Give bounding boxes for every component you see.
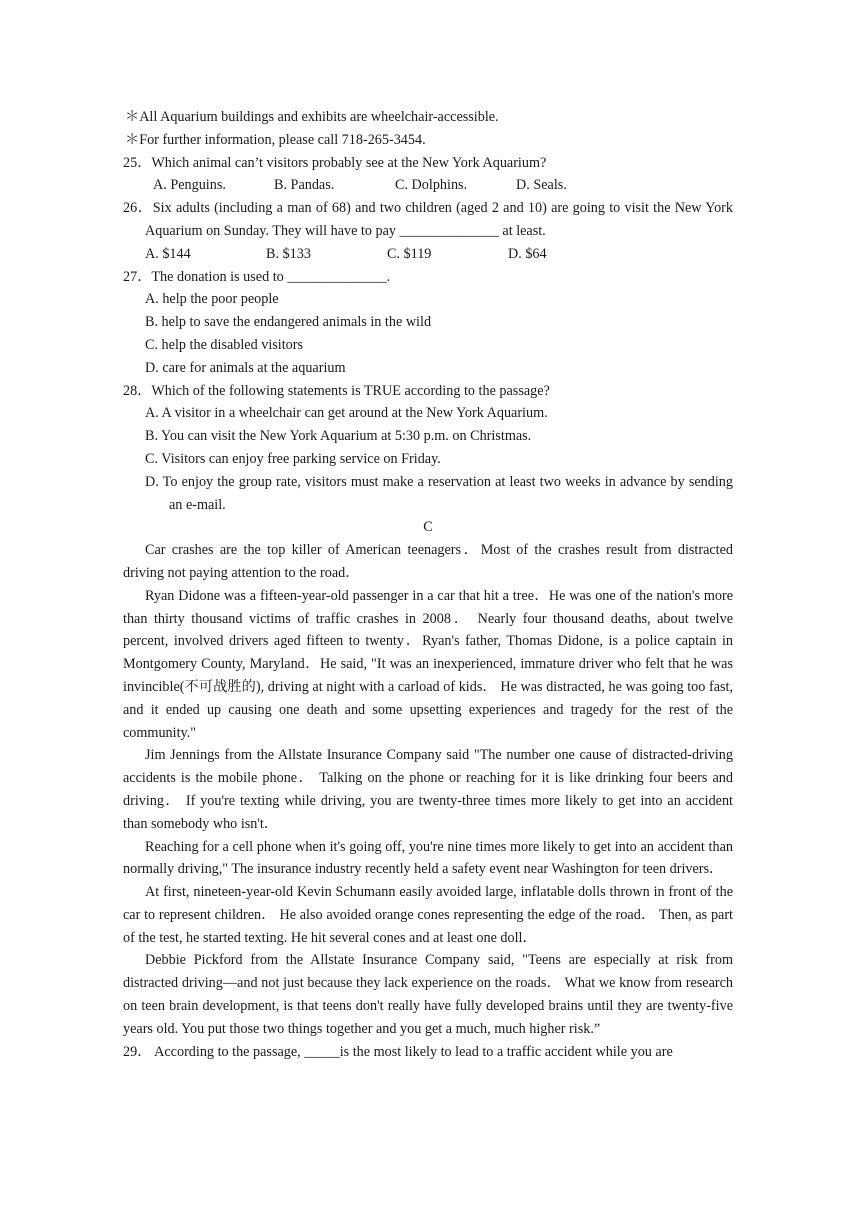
option-c: C. help the disabled visitors (145, 336, 304, 353)
options-row (123, 174, 733, 197)
question-25 (123, 152, 733, 198)
option-c: C. Dolphins. (395, 177, 468, 194)
paragraph-6: Debbie Pickford from the Allstate Insurance Company said, "Teens are especially at risk from distracted driving—and not just because they lack experience on the roads． What we know from research on teen brain development, is that teens don't really have fully developed brains until they are twenty-five years old. You put those two things together and you get a much, much higher risk.” (123, 952, 733, 1037)
document-page (123, 106, 733, 1063)
option-a: A. help the poor people (145, 291, 279, 308)
option-c: C. $119 (387, 245, 432, 262)
option-c: C. Visitors can enjoy free parking service on Friday. (145, 450, 441, 467)
option-a: A. Penguins. (153, 177, 226, 194)
question-stem: 25．Which animal can’t visitors probably see at the New York Aquarium? (123, 154, 547, 171)
note-wheelchair: ＊All Aquarium buildings and exhibits are wheelchair-accessible. (125, 109, 499, 125)
option-b: B. help to save the endangered animals in the wild (145, 314, 432, 331)
question-stem: 27．The donation is used to ______________. (123, 268, 391, 285)
paragraph-3: Jim Jennings from the Allstate Insurance Company said "The number one cause of distracted-driving accidents is the mobile phone． Talking on the phone or reaching for it is like drinking four beers and driving． If you're texting while driving, you are twenty-three times more likely to get into an accident than somebody who isn't． (123, 747, 733, 832)
question-stem: 29． According to the passage, _____is the most likely to lead to a traffic accident while you are (123, 1043, 673, 1060)
question-stem: 26．Six adults (including a man of 68) and two children (aged 2 and 10) are going to visit the New York Aquarium on Sunday. They will have to pay ______________ at least. (123, 200, 733, 239)
note-phone: ＊For further information, please call 718-265-3454. (125, 131, 426, 148)
option-d: D. Seals. (516, 177, 567, 194)
paragraph-2: Ryan Didone was a fifteen-year-old passenger in a car that hit a tree．He was one of the nation's more than thirty thousand victims of traffic crashes in 2008． Nearly four thousand deaths, about twelve percent, involved drivers aged fifteen to twenty．Ryan's father, Thomas Didone, is a police captain in Montgomery County, Maryland．He said, "It was an inexperienced, immature driver who felt that he was invincible(不可战胜的), driving at night with a carload of kids． He was distracted, he was going too fast, and it ended up causing one death and some upsetting experiences and tragedy for the rest of the community." (123, 587, 733, 741)
option-b: B. Pandas. (274, 177, 335, 194)
option-a: A. A visitor in a wheelchair can get around at the New York Aquarium. (145, 405, 548, 422)
option-d: D. $64 (508, 245, 547, 262)
paragraph-1: Car crashes are the top killer of American teenagers．Most of the crashes result from distracted driving not paying attention to the road． (123, 542, 733, 581)
question-28 (123, 380, 733, 517)
paragraph-4: Reaching for a cell phone when it's going off, you're nine times more likely to get into an accident than normally driving," The insurance industry recently held a safety event near Washington for teen drivers． (123, 838, 733, 878)
question-stem: 28．Which of the following statements is TRUE according to the passage? (123, 382, 550, 399)
question-27 (123, 266, 733, 380)
option-d: D. care for animals at the aquarium (145, 359, 346, 376)
paragraph-5: At first, nineteen-year-old Kevin Schumann easily avoided large, inflatable dolls thrown in front of the car to represent children． He also avoided orange cones representing the edge of the road． Then, as part of the test, he started texting. He hit several cones and at least one doll． (123, 884, 733, 946)
option-b: B. $133 (266, 245, 311, 262)
question-29 (123, 1041, 733, 1064)
option-b: B. You can visit the New York Aquarium at 5:30 p.m. on Christmas. (145, 428, 532, 445)
section-label: C (423, 519, 433, 536)
option-d: D. To enjoy the group rate, visitors must make a reservation at least two weeks in advance by sending an e-mail. (145, 473, 733, 513)
question-26 (123, 197, 733, 265)
option-a: A. $144 (145, 245, 191, 262)
options-row (123, 243, 733, 266)
